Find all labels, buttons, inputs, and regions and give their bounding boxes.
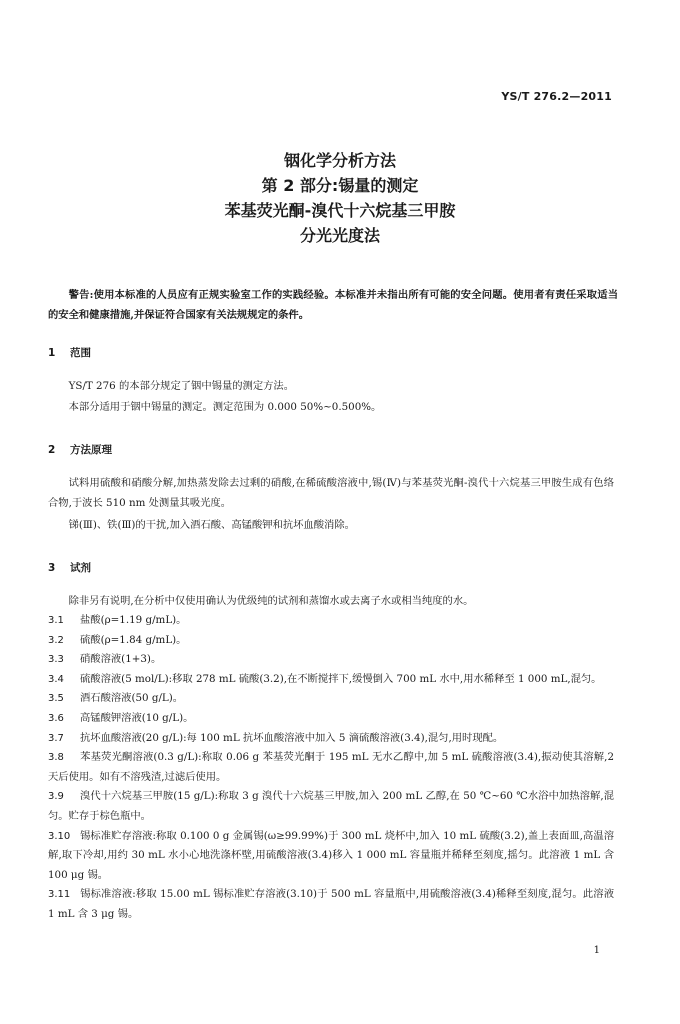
warning-paragraph: 警告:使用本标准的人员应有正规实验室工作的实践经验。本标准并未指出所有可能的安全问题。使用者有责任采取适当的安全和健康措施,并保证符合国家有关法规规定的条件。 bbox=[48, 289, 618, 321]
reagent-number: 3.10 bbox=[48, 830, 71, 842]
reagent-number: 3.1 bbox=[48, 615, 64, 626]
reagent-item bbox=[48, 709, 614, 729]
section-3-number: 3 bbox=[48, 562, 56, 574]
reagent-number: 3.5 bbox=[48, 693, 64, 705]
section-2-paragraph-1: 试料用硫酸和硝酸分解,加热蒸发除去过剩的硝酸,在稀硫酸溶液中,锡(Ⅳ)与苯基荧光酮-溴代十六烷基三甲胺生成有色络合物,于波长 510 nm 处测量其吸光度。 bbox=[48, 477, 614, 509]
reagent-item bbox=[48, 670, 614, 690]
reagent-item bbox=[48, 611, 614, 631]
section-1-heading bbox=[48, 345, 91, 360]
reagent-number: 3.4 bbox=[48, 673, 64, 685]
section-2-number: 2 bbox=[48, 444, 56, 456]
reagent-text: 硫酸溶液(5 mol/L):移取 278 mL 硫酸(3.2),在不断搅拌下,缓慢倒入 700 mL 水中,用水稀释至 1 000 mL,混匀。 bbox=[80, 672, 602, 685]
reagent-text: 抗坏血酸溶液(20 g/L):每 100 mL 抗坏血酸溶液中加入 5 滴硫酸溶液(3.4),混匀,用时现配。 bbox=[80, 731, 504, 744]
section-3-title: 试剂 bbox=[70, 562, 91, 574]
reagent-text: 高锰酸钾溶液(10 g/L)。 bbox=[80, 711, 194, 724]
reagent-text: 硫酸(ρ=1.84 g/mL)。 bbox=[80, 633, 187, 646]
document-title bbox=[0, 148, 680, 248]
reagent-text: 硝酸溶液(1+3)。 bbox=[80, 653, 162, 666]
reagent-item bbox=[48, 631, 614, 651]
reagent-number: 3.9 bbox=[48, 791, 64, 803]
reagent-text: 盐酸(ρ=1.19 g/mL)。 bbox=[80, 614, 187, 626]
reagent-number: 3.11 bbox=[48, 889, 71, 901]
section-3-heading bbox=[48, 560, 91, 575]
reagent-text: 溴代十六烷基三甲胺(15 g/L):称取 3 g 溴代十六烷基三甲胺,加入 200 mL 乙醇,在 50 ℃~60 ℃水浴中加热溶解,混匀。贮存于棕色瓶中。 bbox=[48, 790, 614, 822]
title-line-1: 铟化学分析方法 bbox=[283, 151, 396, 170]
section-1-paragraph-2: 本部分适用于铟中锡量的测定。测定范围为 0.000 50%~0.500%。 bbox=[68, 401, 382, 413]
reagent-item bbox=[48, 885, 614, 924]
reagent-number: 3.6 bbox=[48, 712, 64, 724]
reagent-number: 3.2 bbox=[48, 634, 64, 646]
title-line-2: 第 2 部分:锡量的测定 bbox=[261, 176, 419, 195]
title-line-3: 苯基荧光酮-溴代十六烷基三甲胺 bbox=[224, 201, 456, 220]
reagent-text: 苯基荧光酮溶液(0.3 g/L):称取 0.06 g 苯基荧光酮于 195 mL 无水乙醇中,加 5 mL 硫酸溶液(3.4),振动使其溶解,2 天后使用。如有不溶残渣,过滤后使用。 bbox=[48, 751, 614, 783]
reagent-number: 3.7 bbox=[48, 732, 64, 744]
reagent-item bbox=[48, 748, 614, 787]
section-1-number: 1 bbox=[48, 347, 56, 359]
reagent-text: 锡标准贮存溶液:称取 0.100 0 g 金属锡(ω≥99.99%)于 300 mL 烧杯中,加入 10 mL 硫酸(3.2),盖上表面皿,高温溶解,取下冷却,用约 30 mL 水小心地洗涤杯壁,用硫酸溶液(3.4)移入 1 000 mL 容量瓶并稀释至刻度,摇匀。此溶液 1 mL 含 100 μg 锡。 bbox=[48, 829, 614, 881]
reagent-item bbox=[48, 787, 614, 826]
reagent-list bbox=[48, 611, 614, 925]
reagent-number: 3.8 bbox=[48, 752, 64, 764]
page-number: 1 bbox=[593, 945, 600, 956]
section-1-paragraph-1: YS/T 276 的本部分规定了铟中锡量的测定方法。 bbox=[68, 380, 295, 392]
reagent-text: 酒石酸溶液(50 g/L)。 bbox=[80, 692, 184, 705]
section-2-paragraph-2: 锑(Ⅲ)、铁(Ⅲ)的干扰,加入酒石酸、高锰酸钾和抗坏血酸消除。 bbox=[68, 519, 355, 531]
title-line-4: 分光光度法 bbox=[299, 226, 380, 245]
reagent-text: 锡标准溶液:移取 15.00 mL 锡标准贮存溶液(3.10)于 500 mL 容量瓶中,用硫酸溶液(3.4)稀释至刻度,混匀。此溶液 1 mL 含 3 μg 锡。 bbox=[48, 888, 614, 920]
section-1-title: 范围 bbox=[70, 347, 91, 359]
reagent-item bbox=[48, 827, 614, 886]
reagent-item bbox=[48, 689, 614, 709]
reagent-item bbox=[48, 650, 614, 670]
reagent-number: 3.3 bbox=[48, 654, 64, 666]
section-3-intro: 除非另有说明,在分析中仅使用确认为优级纯的试剂和蒸馏水或去离子水或相当纯度的水。 bbox=[68, 595, 474, 607]
section-2-title: 方法原理 bbox=[70, 444, 112, 456]
section-2-heading bbox=[48, 442, 112, 457]
reagent-item bbox=[48, 729, 614, 749]
standard-code: YS/T 276.2—2011 bbox=[501, 90, 612, 103]
